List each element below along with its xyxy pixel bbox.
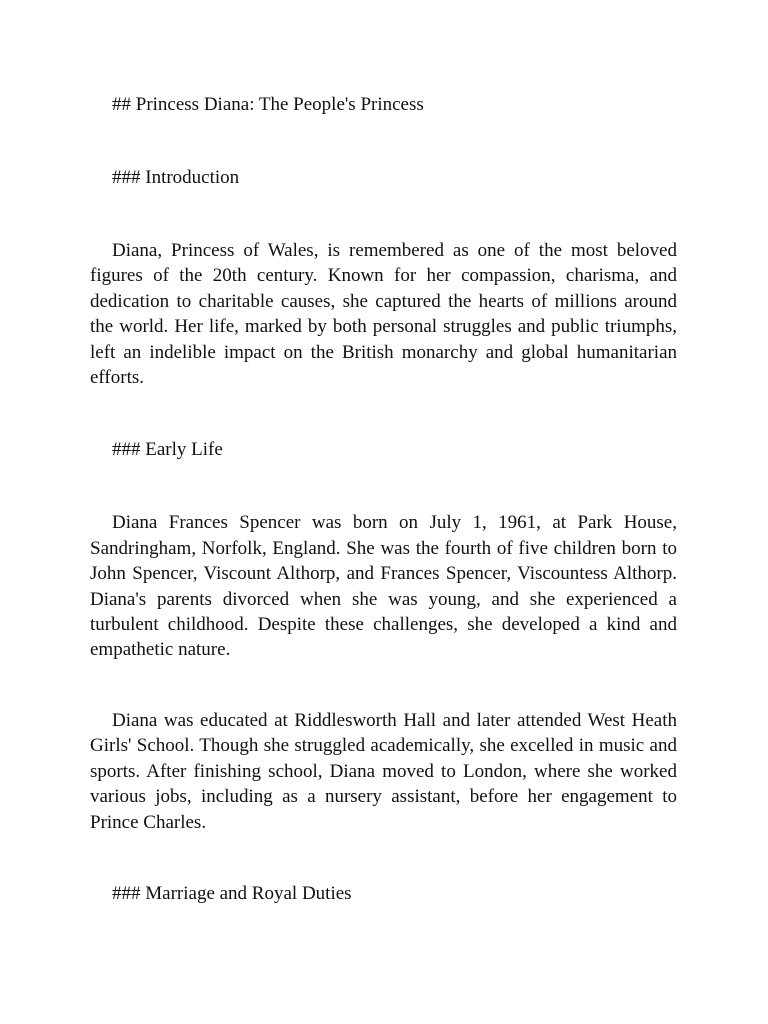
section-heading-early-life: ### Early Life [112,439,223,461]
section-heading-marriage: ### Marriage and Royal Duties [112,882,352,904]
paragraph-introduction: Diana, Princess of Wales, is remembered as one of the most beloved figures of the 20th century. Known for her compassion, charisma, and dedication to charitable causes, she captured the hearts of millions around the world. Her life, marked by both personal struggles and public triumphs, left an indelible impact on the British monarchy and global humanitarian efforts. [90,240,677,389]
paragraph-early-life-education: Diana was educated at Riddlesworth Hall and later attended West Heath Girls' School. Though she struggled academically, she excelled in music and sports. After finishing school, Diana moved to London, where she worked various jobs, including as a nursery assistant, before her engagement to Prince Charles. [90,709,677,833]
paragraph-early-life-birth: Diana Frances Spencer was born on July 1, 1961, at Park House, Sandringham, Norfolk, England. She was the fourth of five children born to John Spencer, Viscount Althorp, and Frances Spencer, Viscountess Althorp. Diana's parents divorced when she was young, and she experienced a turbulent childhood. Despite these challenges, she developed a kind and empathetic nature. [90,512,677,661]
document-title: ## Princess Diana: The People's Princess [112,94,424,115]
document-page [90,90,677,907]
section-heading-introduction: ### Introduction [112,167,240,188]
